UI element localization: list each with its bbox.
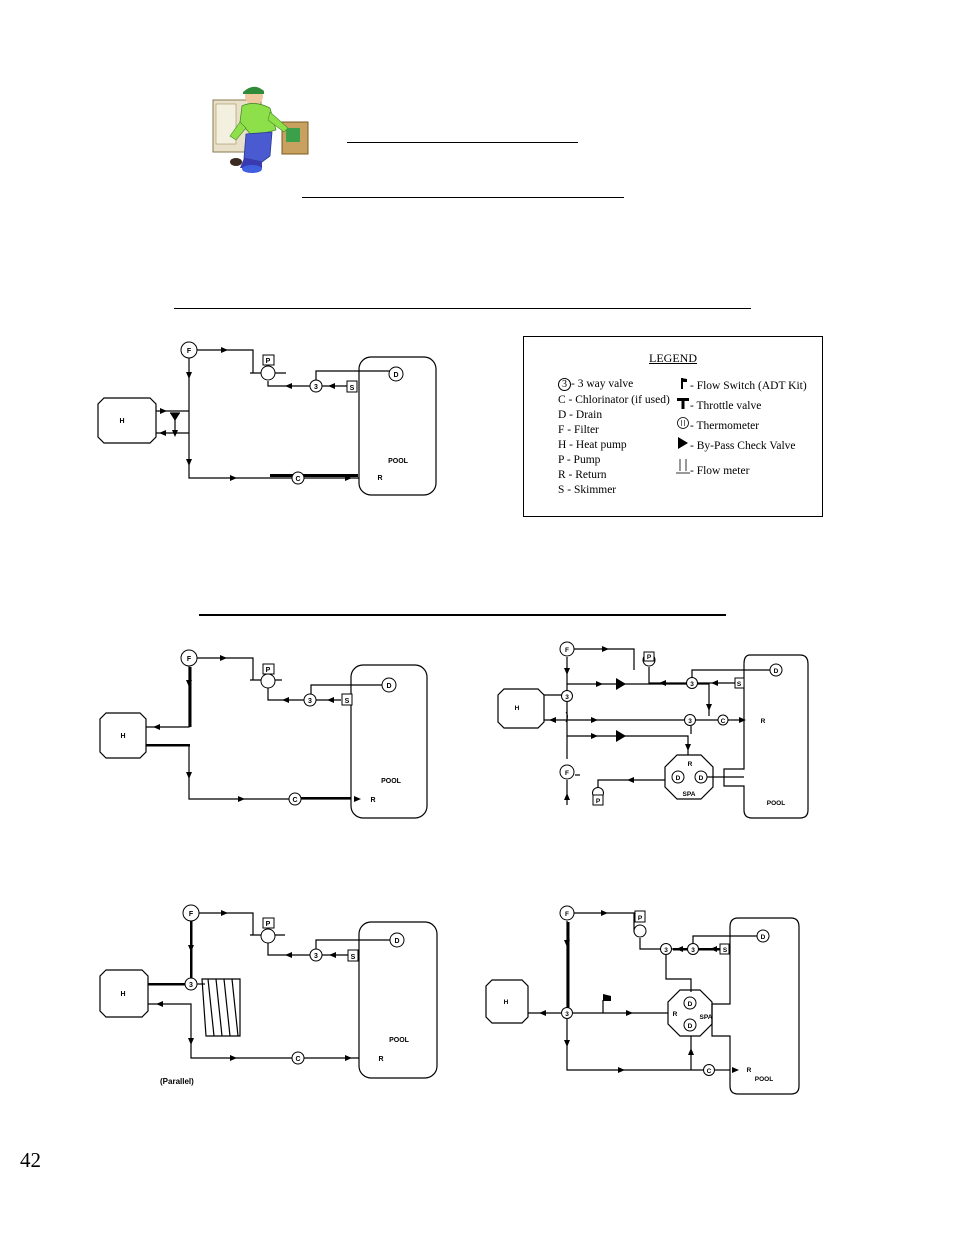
label-3: 3 bbox=[664, 947, 668, 954]
label-d: D bbox=[675, 775, 681, 782]
label-p: P bbox=[265, 667, 271, 674]
label-f: F bbox=[186, 656, 192, 663]
legend-text: - Flow Switch (ADT Kit) bbox=[690, 380, 807, 392]
label-d: D bbox=[698, 775, 704, 782]
label-c: C bbox=[720, 718, 726, 725]
legend-text: - By-Pass Check Valve bbox=[690, 440, 796, 452]
label-p: P bbox=[265, 921, 271, 928]
label-r: R bbox=[760, 718, 766, 725]
label-h: H bbox=[119, 418, 125, 425]
label-h: H bbox=[514, 705, 520, 712]
label-s: S bbox=[736, 681, 742, 688]
parallel-note: (Parallel) bbox=[160, 1077, 194, 1086]
label-d: D bbox=[760, 934, 766, 941]
legend-text: - Flow meter bbox=[690, 465, 750, 477]
label-pool: POOL bbox=[766, 800, 786, 807]
page-number: 42 bbox=[20, 1148, 41, 1172]
label-d: D bbox=[394, 938, 400, 945]
label-s: S bbox=[349, 385, 355, 392]
label-c: C bbox=[706, 1068, 712, 1075]
legend-item: F - Filter bbox=[558, 424, 599, 436]
label-r: R bbox=[687, 761, 693, 768]
label-3: 3 bbox=[688, 718, 692, 725]
label-p: P bbox=[646, 654, 652, 661]
label-pool: POOL bbox=[754, 1076, 774, 1083]
label-pool: POOL bbox=[389, 1037, 409, 1044]
legend-text: - 3 way valve bbox=[571, 378, 634, 390]
legend-item: D - Drain bbox=[558, 409, 603, 421]
label-pool: POOL bbox=[388, 458, 408, 465]
label-spa: SPA bbox=[682, 791, 696, 798]
label-f: F bbox=[186, 348, 192, 355]
three-way-valve-icon: 3 bbox=[558, 378, 571, 391]
legend-item: P - Pump bbox=[558, 454, 601, 466]
label-3: 3 bbox=[690, 681, 694, 688]
label-spa: SPA bbox=[699, 1014, 713, 1021]
legend-item: C - Chlorinator (if used) bbox=[558, 394, 670, 406]
label-f: F bbox=[188, 911, 194, 918]
label-c: C bbox=[295, 1056, 301, 1063]
label-3: 3 bbox=[314, 953, 318, 960]
label-pool: POOL bbox=[381, 778, 401, 785]
label-d: D bbox=[386, 683, 392, 690]
label-c: C bbox=[295, 476, 301, 483]
label-p: P bbox=[265, 358, 271, 365]
label-3: 3 bbox=[565, 694, 569, 701]
legend-item: H - Heat pump bbox=[558, 439, 627, 451]
legend-text: - Thermometer bbox=[690, 420, 760, 432]
label-d: D bbox=[393, 372, 399, 379]
label-f: F bbox=[565, 770, 569, 777]
label-d: D bbox=[687, 1023, 693, 1030]
label-p: P bbox=[637, 915, 643, 922]
label-d: D bbox=[687, 1001, 693, 1008]
label-r: R bbox=[746, 1067, 752, 1074]
label-p: P bbox=[595, 798, 601, 805]
label-r: R bbox=[378, 1056, 384, 1063]
label-r: R bbox=[377, 475, 383, 482]
legend-item: R - Return bbox=[558, 469, 607, 481]
label-3: 3 bbox=[314, 384, 318, 391]
label-c: C bbox=[292, 797, 298, 804]
flow-switch-icon bbox=[603, 994, 611, 1001]
legend-item: S - Skimmer bbox=[558, 484, 617, 496]
label-r: R bbox=[672, 1011, 678, 1018]
label-h: H bbox=[120, 991, 126, 998]
label-h: H bbox=[503, 999, 509, 1006]
label-3: 3 bbox=[189, 982, 193, 989]
label-r: R bbox=[370, 797, 376, 804]
legend-title: LEGEND bbox=[649, 351, 697, 365]
label-f: F bbox=[565, 647, 569, 654]
label-s: S bbox=[344, 698, 350, 705]
label-h: H bbox=[120, 733, 126, 740]
legend-text: - Throttle valve bbox=[690, 400, 762, 412]
label-d: D bbox=[773, 668, 779, 675]
label-3: 3 bbox=[565, 1011, 569, 1018]
label-s: S bbox=[722, 947, 728, 954]
label-s: S bbox=[350, 954, 356, 961]
label-f: F bbox=[565, 911, 569, 918]
label-3: 3 bbox=[691, 947, 695, 954]
label-3: 3 bbox=[308, 698, 312, 705]
